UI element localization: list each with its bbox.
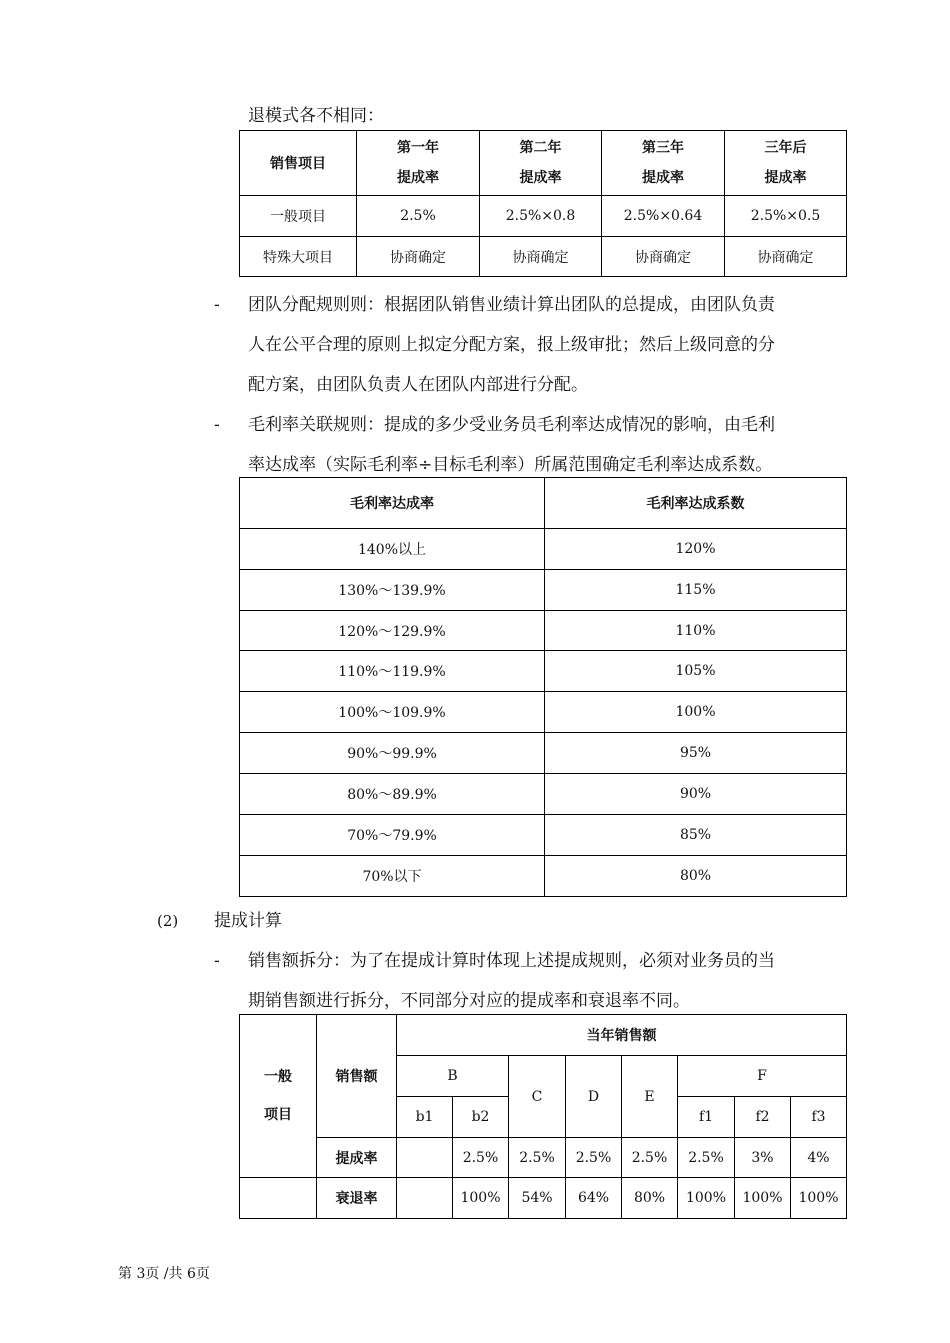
- table-cell: 协商确定: [480, 237, 602, 277]
- table-cell: 100%: [678, 1178, 735, 1219]
- paragraph-line: 人在公平合理的原则上拟定分配方案，报上级审批；然后上级同意的分: [248, 335, 775, 355]
- table2-header-coef: 毛利率达成系数: [545, 478, 847, 529]
- intro-text: 退模式各不相同：: [248, 106, 384, 126]
- group-d-header: D: [566, 1056, 622, 1138]
- current-year-sales-header: 当年销售额: [397, 1015, 847, 1056]
- table-cell: 2.5%: [566, 1138, 622, 1178]
- commission-rate-table: [239, 130, 847, 277]
- table-row: [240, 733, 847, 774]
- sales-split-table: [239, 1014, 847, 1219]
- table-cell: 协商确定: [725, 237, 847, 277]
- table-cell: 2.5%: [678, 1138, 735, 1178]
- table-row: [240, 651, 847, 692]
- paragraph-line: 毛利率关联规则：提成的多少受业务员毛利率达成情况的影响，由毛利: [248, 415, 775, 435]
- page-footer: 第 3页 /共 6页: [118, 1266, 210, 1282]
- decay-rate-label: 衰退率: [317, 1178, 397, 1219]
- table1-header-year2: 第二年 提成率: [480, 131, 602, 196]
- bullet-dash: -: [214, 951, 220, 971]
- paragraph-line: 配方案，由团队负责人在团队内部进行分配。: [248, 375, 588, 395]
- table-cell: 120%: [545, 529, 847, 570]
- table1-header-year1: 第一年 提成率: [357, 131, 480, 196]
- group-b-header: B: [397, 1056, 509, 1097]
- paragraph-line: 率达成率（实际毛利率÷目标毛利率）所属范围确定毛利率达成系数。: [248, 455, 773, 475]
- sales-amount-label: 销售额: [317, 1015, 397, 1138]
- table-row: [240, 1178, 847, 1219]
- paragraph-line: 团队分配规则则：根据团队销售业绩计算出团队的总提成，由团队负责: [248, 295, 775, 315]
- table-cell: 100%～109.9%: [240, 692, 545, 733]
- table-cell: 70%以下: [240, 856, 545, 897]
- section-title: 提成计算: [214, 911, 282, 931]
- table-row: [240, 774, 847, 815]
- table-cell: 100%: [545, 692, 847, 733]
- table-cell: 2.5%×0.5: [725, 196, 847, 237]
- table-cell: 64%: [566, 1178, 622, 1219]
- table-row: [240, 237, 847, 277]
- table-cell: 协商确定: [602, 237, 725, 277]
- table-cell: 一般项目: [240, 196, 357, 237]
- table-cell: 100%: [791, 1178, 847, 1219]
- table-cell: 2.5%×0.64: [602, 196, 725, 237]
- sub-f1-header: f1: [678, 1097, 735, 1138]
- table-cell: 54%: [509, 1178, 566, 1219]
- group-f-header: F: [678, 1056, 847, 1097]
- table-cell: [240, 1178, 317, 1219]
- table-row: [240, 1138, 847, 1178]
- table1-header-year3: 第三年 提成率: [602, 131, 725, 196]
- table-cell: 115%: [545, 570, 847, 611]
- table-cell: 90%～99.9%: [240, 733, 545, 774]
- table-cell: 2.5%×0.8: [480, 196, 602, 237]
- sub-f2-header: f2: [735, 1097, 791, 1138]
- table-cell: 80%: [622, 1178, 678, 1219]
- table-cell: 105%: [545, 651, 847, 692]
- group-e-header: E: [622, 1056, 678, 1138]
- table1-header-after3: 三年后 提成率: [725, 131, 847, 196]
- table-cell: 130%～139.9%: [240, 570, 545, 611]
- table-cell: 100%: [735, 1178, 791, 1219]
- table-cell: 90%: [545, 774, 847, 815]
- table-cell: 70%～79.9%: [240, 815, 545, 856]
- table1-header-item: 销售项目: [240, 131, 357, 196]
- table-cell: 85%: [545, 815, 847, 856]
- table-cell: 2.5%: [622, 1138, 678, 1178]
- paragraph-line: 期销售额进行拆分，不同部分对应的提成率和衰退率不同。: [248, 991, 690, 1011]
- table-row: [240, 856, 847, 897]
- table-cell: 80%: [545, 856, 847, 897]
- bullet-dash: -: [214, 295, 220, 315]
- table-cell: 2.5%: [357, 196, 480, 237]
- table-cell: 特殊大项目: [240, 237, 357, 277]
- table-row: [240, 570, 847, 611]
- sub-f3-header: f3: [791, 1097, 847, 1138]
- table-cell: [397, 1138, 453, 1178]
- table-row: [240, 815, 847, 856]
- group-c-header: C: [509, 1056, 566, 1138]
- general-item-label: 一般 项目: [240, 1015, 317, 1178]
- table-cell: 120%～129.9%: [240, 611, 545, 651]
- table-cell: 100%: [453, 1178, 509, 1219]
- sub-b2-header: b2: [453, 1097, 509, 1138]
- table-cell: 2.5%: [509, 1138, 566, 1178]
- table-row: [240, 692, 847, 733]
- section-number: (2): [157, 912, 179, 930]
- paragraph-line: 销售额拆分：为了在提成计算时体现上述提成规则，必须对业务员的当: [248, 951, 775, 971]
- table-row: [240, 529, 847, 570]
- table-cell: [397, 1178, 453, 1219]
- table-row: [240, 611, 847, 651]
- table-cell: 95%: [545, 733, 847, 774]
- bullet-dash: -: [214, 415, 220, 435]
- sub-b1-header: b1: [397, 1097, 453, 1138]
- table-cell: 80%～89.9%: [240, 774, 545, 815]
- table-cell: 4%: [791, 1138, 847, 1178]
- margin-coefficient-table: [239, 477, 847, 897]
- table-cell: 110%～119.9%: [240, 651, 545, 692]
- table-cell: 2.5%: [453, 1138, 509, 1178]
- table-cell: 110%: [545, 611, 847, 651]
- table-cell: 3%: [735, 1138, 791, 1178]
- table-cell: 协商确定: [357, 237, 480, 277]
- table-row: [240, 196, 847, 237]
- table2-header-rate: 毛利率达成率: [240, 478, 545, 529]
- table-cell: 140%以上: [240, 529, 545, 570]
- commission-rate-label: 提成率: [317, 1138, 397, 1178]
